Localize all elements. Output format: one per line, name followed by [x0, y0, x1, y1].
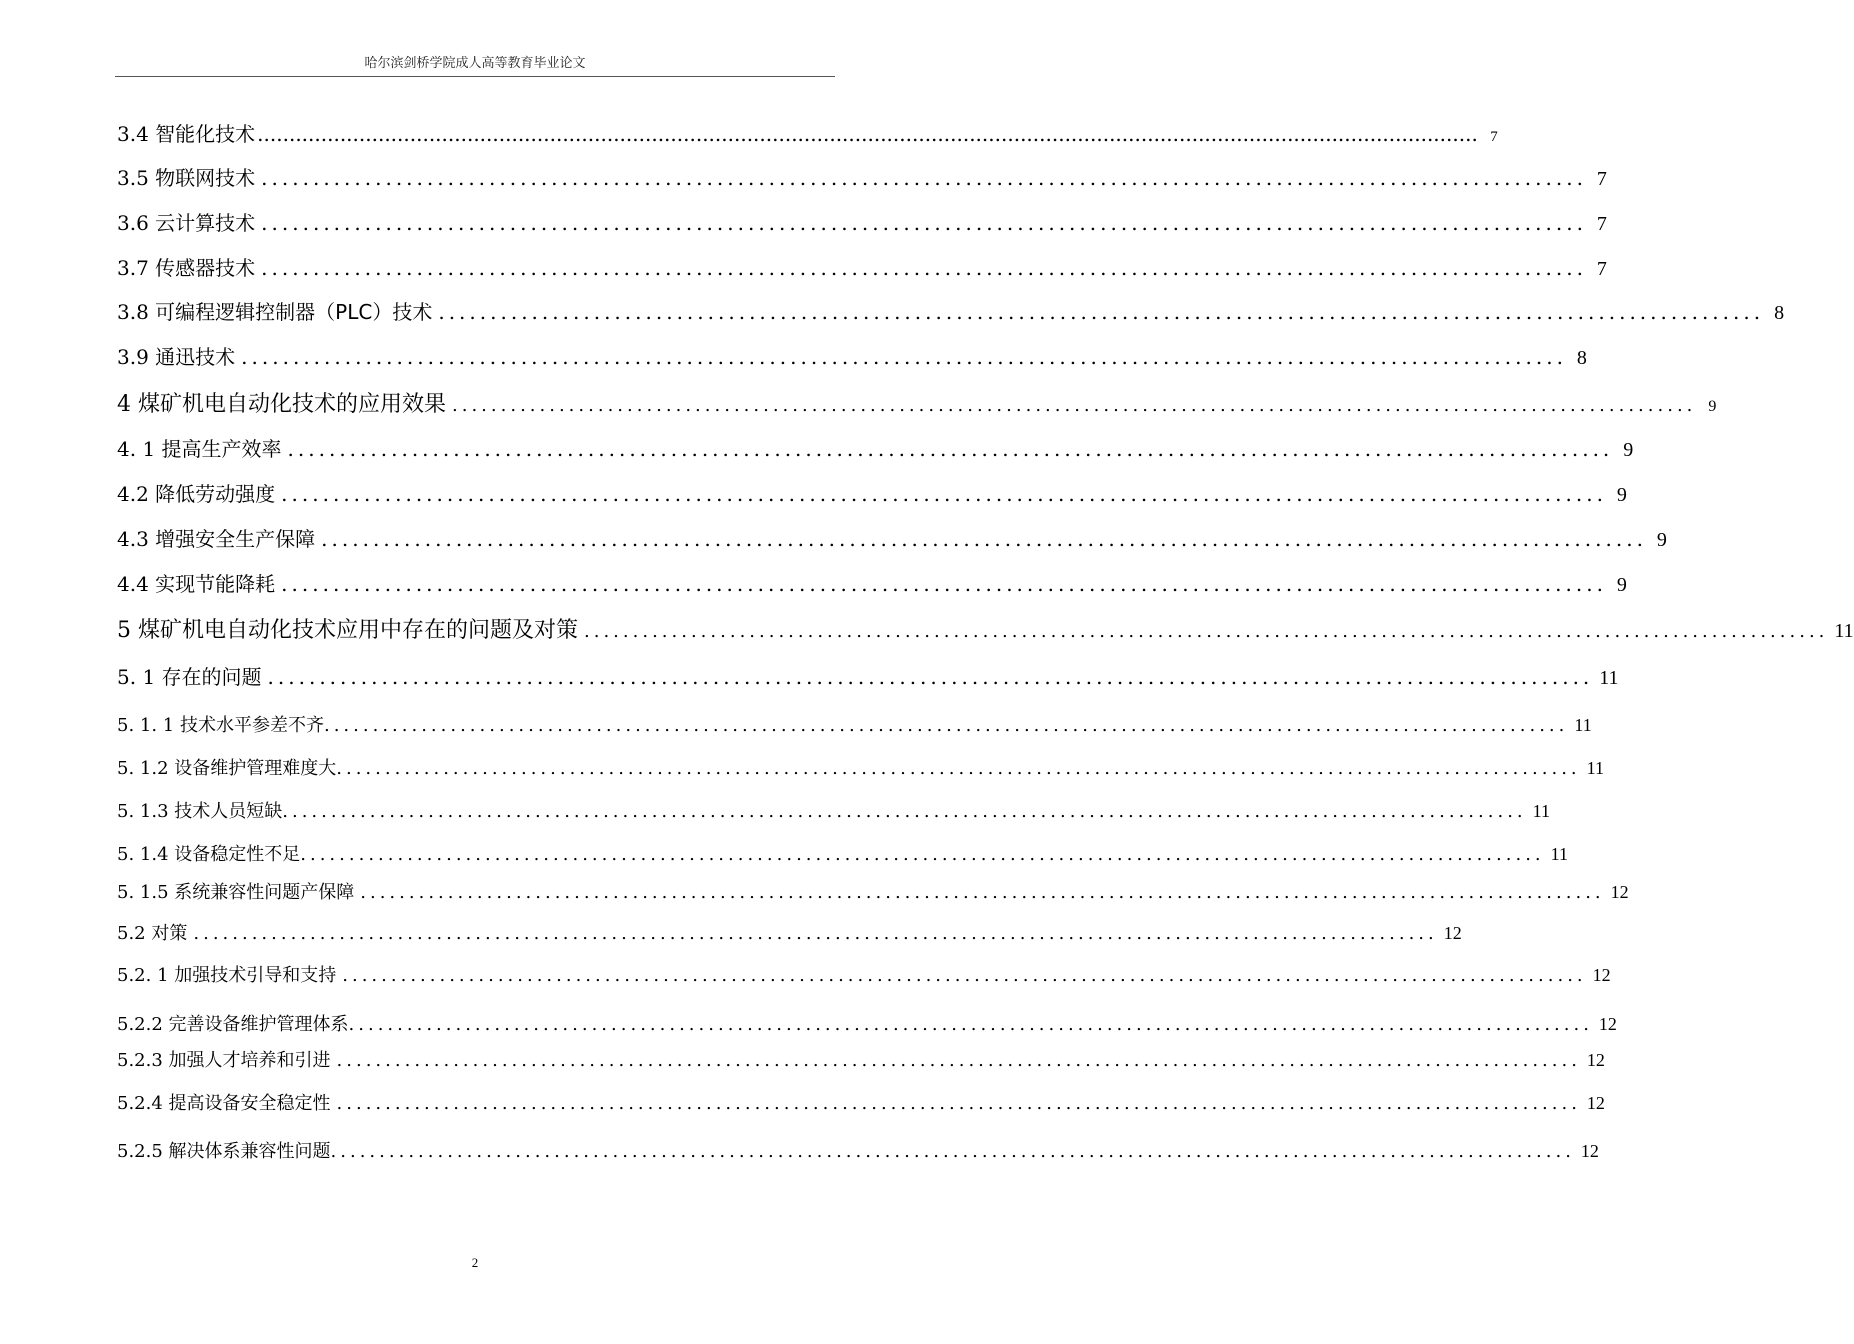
toc-title: 煤矿机电自动化技术应用中存在的问题及对策 [138, 618, 579, 643]
toc-leader: ................................................................................................................................ [348, 1014, 1593, 1035]
toc-entry[interactable] [117, 661, 1619, 690]
toc-entry[interactable] [117, 568, 1627, 597]
toc-title: 设备稳定性不足 [174, 844, 301, 865]
toc-page-number: 7 [1596, 258, 1607, 280]
toc-page-number: 7 [1490, 129, 1498, 145]
toc-leader: ................................................................................................................................ [281, 572, 1607, 596]
toc-leader: ................................................................................................................................ [336, 1093, 1581, 1114]
toc-page-number: 11 [1550, 844, 1568, 864]
toc-entry[interactable] [117, 919, 1462, 945]
toc-entry[interactable] [117, 797, 1550, 823]
toc-title: 设备维护管理难度大 [174, 758, 337, 779]
toc-entry[interactable] [117, 1046, 1605, 1072]
toc-page-number: 7 [1596, 168, 1607, 190]
toc-leader: ................................................................................................................................ [241, 345, 1567, 369]
toc-leader: ................................................................................................................................ [267, 665, 1594, 689]
toc-title: 通迅技术 [155, 345, 236, 369]
page-number: 2 [471, 1255, 479, 1270]
toc-entry[interactable] [117, 878, 1629, 904]
toc-page-number: 11 [1599, 667, 1619, 689]
toc-number: 3.8 [117, 300, 149, 324]
toc-number: 3.6 [117, 211, 149, 235]
toc-leader: ................................................................................................................................ [438, 300, 1765, 324]
toc-title: 提高设备安全稳定性 [168, 1093, 331, 1114]
toc-title: 云计算技术 [155, 211, 256, 235]
toc-page-number: 12 [1586, 1093, 1605, 1113]
toc-leader: ................................................................................................................................ [323, 715, 1569, 736]
toc-leader: ................................................................................................................................ [342, 965, 1587, 986]
toc-title: 系统兼容性问题产保障 [174, 882, 355, 903]
toc-entry[interactable] [117, 1089, 1605, 1115]
toc-leader: ................................................................................................................................................................................................ [257, 122, 1478, 146]
toc-entry[interactable] [117, 840, 1568, 866]
toc-leader: ................................................................................................................................ [336, 1050, 1581, 1071]
toc-number: 5.2.5 [117, 1141, 163, 1162]
toc-page-number: 12 [1598, 1014, 1617, 1034]
toc-page-number: 12 [1586, 1050, 1605, 1070]
toc-leader: ................................................................................................................................ [287, 437, 1614, 461]
toc-entry[interactable] [117, 613, 1854, 644]
toc-title: 可编程逻辑控制器（PLC）技术 [155, 300, 433, 324]
toc-title: 技术水平参差不齐 [179, 715, 324, 736]
toc-title: 提高生产效率 [161, 437, 282, 461]
toc-page-number: 11 [1532, 801, 1550, 821]
toc-title: 加强技术引导和支持 [174, 965, 337, 986]
toc-page-number: 11 [1586, 758, 1604, 778]
toc-number: 4. 1 [117, 437, 156, 461]
toc-entry[interactable] [117, 1010, 1617, 1036]
toc-title: 对策 [151, 923, 188, 944]
toc-title: 加强人才培养和引进 [168, 1050, 331, 1071]
header-rule [115, 76, 835, 77]
toc-entry[interactable] [117, 296, 1785, 325]
toc-leader: ................................................................................................................................ [261, 166, 1587, 190]
toc-page-number: 9 [1656, 529, 1667, 551]
toc-leader: ................................................................................................................................ [336, 758, 1581, 779]
toc-leader: ................................................................................................................................ [321, 527, 1647, 551]
toc-number: 5.2 [117, 923, 146, 944]
toc-title: 智能化技术 [155, 122, 256, 146]
toc-leader: ................................................................................................................................ [281, 482, 1607, 506]
toc-entry[interactable] [117, 118, 1498, 147]
toc-number: 5. 1.3 [117, 801, 169, 822]
toc-title: 增强安全生产保障 [155, 527, 316, 551]
toc-entry[interactable] [117, 387, 1717, 418]
toc-number: 5.2.4 [117, 1093, 163, 1114]
toc-title: 解决体系兼容性问题 [168, 1141, 331, 1162]
toc-page-number: 8 [1774, 302, 1785, 324]
toc-title: 技术人员短缺 [174, 801, 283, 822]
toc-number: 5. 1.5 [117, 882, 169, 903]
toc-number: 5.2.3 [117, 1050, 163, 1071]
toc-leader: ................................................................................................................................ [360, 882, 1605, 903]
toc-number: 3.7 [117, 256, 149, 280]
toc-number: 4.4 [117, 572, 149, 596]
toc-leader: ................................................................................................................................ [330, 1141, 1575, 1162]
toc-page-number: 12 [1443, 923, 1462, 943]
toc-entry[interactable] [117, 754, 1604, 780]
toc-page-number: 12 [1580, 1141, 1599, 1161]
toc-entry[interactable] [117, 961, 1611, 987]
toc-title: 传感器技术 [155, 256, 256, 280]
toc-title: 实现节能降耗 [155, 572, 276, 596]
toc-page-number: 9 [1623, 439, 1634, 461]
toc-number: 5 [117, 618, 131, 643]
toc-page-number: 9 [1708, 398, 1717, 415]
toc-number: 4 [117, 392, 131, 417]
toc-entry[interactable] [117, 341, 1587, 370]
toc-entry[interactable] [117, 252, 1607, 281]
toc-number: 5. 1 [117, 665, 156, 689]
toc-entry[interactable] [117, 711, 1592, 737]
toc-number: 5. 1.2 [117, 758, 169, 779]
toc-title: 煤矿机电自动化技术的应用效果 [138, 392, 447, 417]
toc-leader: ................................................................................................................................ [584, 621, 1829, 642]
toc-page-number: 8 [1576, 347, 1587, 369]
toc-leader: ................................................................................................................................ [282, 801, 1527, 822]
toc-page-number: 7 [1596, 213, 1607, 235]
toc-number: 5. 1.4 [117, 844, 169, 865]
toc-entry[interactable] [117, 523, 1667, 552]
toc-page-number: 12 [1592, 965, 1611, 985]
toc-leader: ................................................................................................................................ [261, 211, 1587, 235]
toc-leader: ................................................................................................................................ [193, 923, 1438, 944]
toc-title: 降低劳动强度 [155, 482, 276, 506]
toc-title: 存在的问题 [161, 665, 262, 689]
toc-page-number: 9 [1616, 574, 1627, 596]
toc-page-number: 11 [1834, 620, 1854, 642]
toc-entry[interactable] [117, 478, 1627, 507]
toc-number: 5.2.2 [117, 1014, 163, 1035]
toc-page-number: 11 [1574, 715, 1592, 735]
toc-title: 物联网技术 [155, 166, 256, 190]
toc-page-number: 9 [1616, 484, 1627, 506]
running-header: 哈尔滨剑桥学院成人高等教育毕业论文 [364, 56, 586, 71]
toc-leader: ................................................................................................................................ [261, 256, 1587, 280]
toc-page-number: 12 [1610, 882, 1629, 902]
toc-entry[interactable] [117, 162, 1607, 191]
toc-number: 3.4 [117, 122, 149, 146]
toc-number: 3.5 [117, 166, 149, 190]
toc-number: 4.2 [117, 482, 149, 506]
toc-leader: ................................................................................................................................ [300, 844, 1545, 865]
toc-number: 5. 1. 1 [117, 715, 175, 736]
toc-entry[interactable] [117, 433, 1634, 462]
toc-entry[interactable] [117, 207, 1607, 236]
toc-title: 完善设备维护管理体系 [168, 1014, 349, 1035]
toc-number: 5.2. 1 [117, 965, 169, 986]
toc-number: 4.3 [117, 527, 149, 551]
toc-number: 3.9 [117, 345, 149, 369]
toc-entry[interactable] [117, 1137, 1599, 1163]
toc-leader: ................................................................................................................................ [452, 395, 1697, 416]
